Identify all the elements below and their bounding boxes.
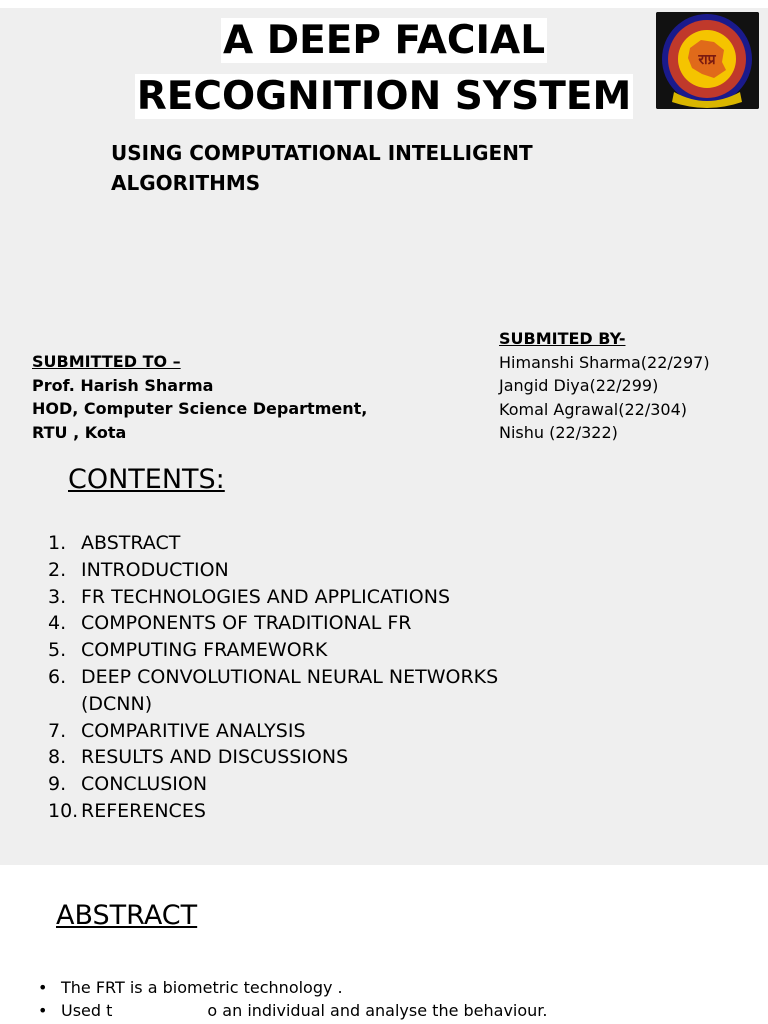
author-line: Nishu (22/322) <box>499 423 618 442</box>
toc-item: 4. COMPONENTS OF TRADITIONAL FR <box>48 612 412 635</box>
submitted-to-heading: SUBMITTED TO – <box>32 352 181 371</box>
submitted-by-heading: SUBMITED BY- <box>499 329 626 348</box>
toc-item: 2. INTRODUCTION <box>48 558 229 581</box>
toc-item: 7. COMPARITIVE ANALYSIS <box>48 719 306 742</box>
title-slide <box>0 8 768 865</box>
abstract-bullets <box>38 976 738 1022</box>
bullet-item: • Used t o an individual and analyse the behaviour. <box>38 1001 548 1020</box>
title-line-1: A DEEP FACIAL <box>222 18 546 63</box>
subtitle: USING COMPUTATIONAL INTELLIGENT ALGORITHMS <box>111 141 533 195</box>
title-line-2: RECOGNITION SYSTEM <box>136 74 632 119</box>
author-line: Komal Agrawal(22/304) <box>499 399 687 419</box>
bullet-item: • The FRT is a biometric technology . <box>38 978 343 997</box>
author-line: Himanshi Sharma(22/297) <box>499 352 710 372</box>
submitted-to-line: Prof. Harish Sharma <box>32 375 214 395</box>
toc-item: 10. REFERENCES <box>48 799 206 822</box>
toc-item: 8. RESULTS AND DISCUSSIONS <box>48 746 349 769</box>
submitted-to-block <box>32 350 392 444</box>
contents-heading: CONTENTS: <box>68 464 225 495</box>
toc-item: 9. CONCLUSION <box>48 773 208 796</box>
contents-list <box>48 530 508 825</box>
toc-item: 6. DEEP CONVOLUTIONAL NEURAL NETWORKS (DCNN) <box>48 665 499 715</box>
toc-item: 5. COMPUTING FRAMEWORK <box>48 639 328 662</box>
toc-item: 1. ABSTRACT <box>48 532 181 554</box>
abstract-heading: ABSTRACT <box>56 900 198 931</box>
university-seal-icon <box>656 12 759 109</box>
submitted-to-line: RTU , Kota <box>32 422 127 442</box>
submitted-by-block <box>499 327 759 445</box>
submitted-to-line: HOD, Computer Science Department, <box>32 399 368 418</box>
author-line: Jangid Diya(22/299) <box>499 376 659 395</box>
logo-monogram: राप्र <box>698 52 716 68</box>
toc-item: 3. FR TECHNOLOGIES AND APPLICATIONS <box>48 585 451 608</box>
